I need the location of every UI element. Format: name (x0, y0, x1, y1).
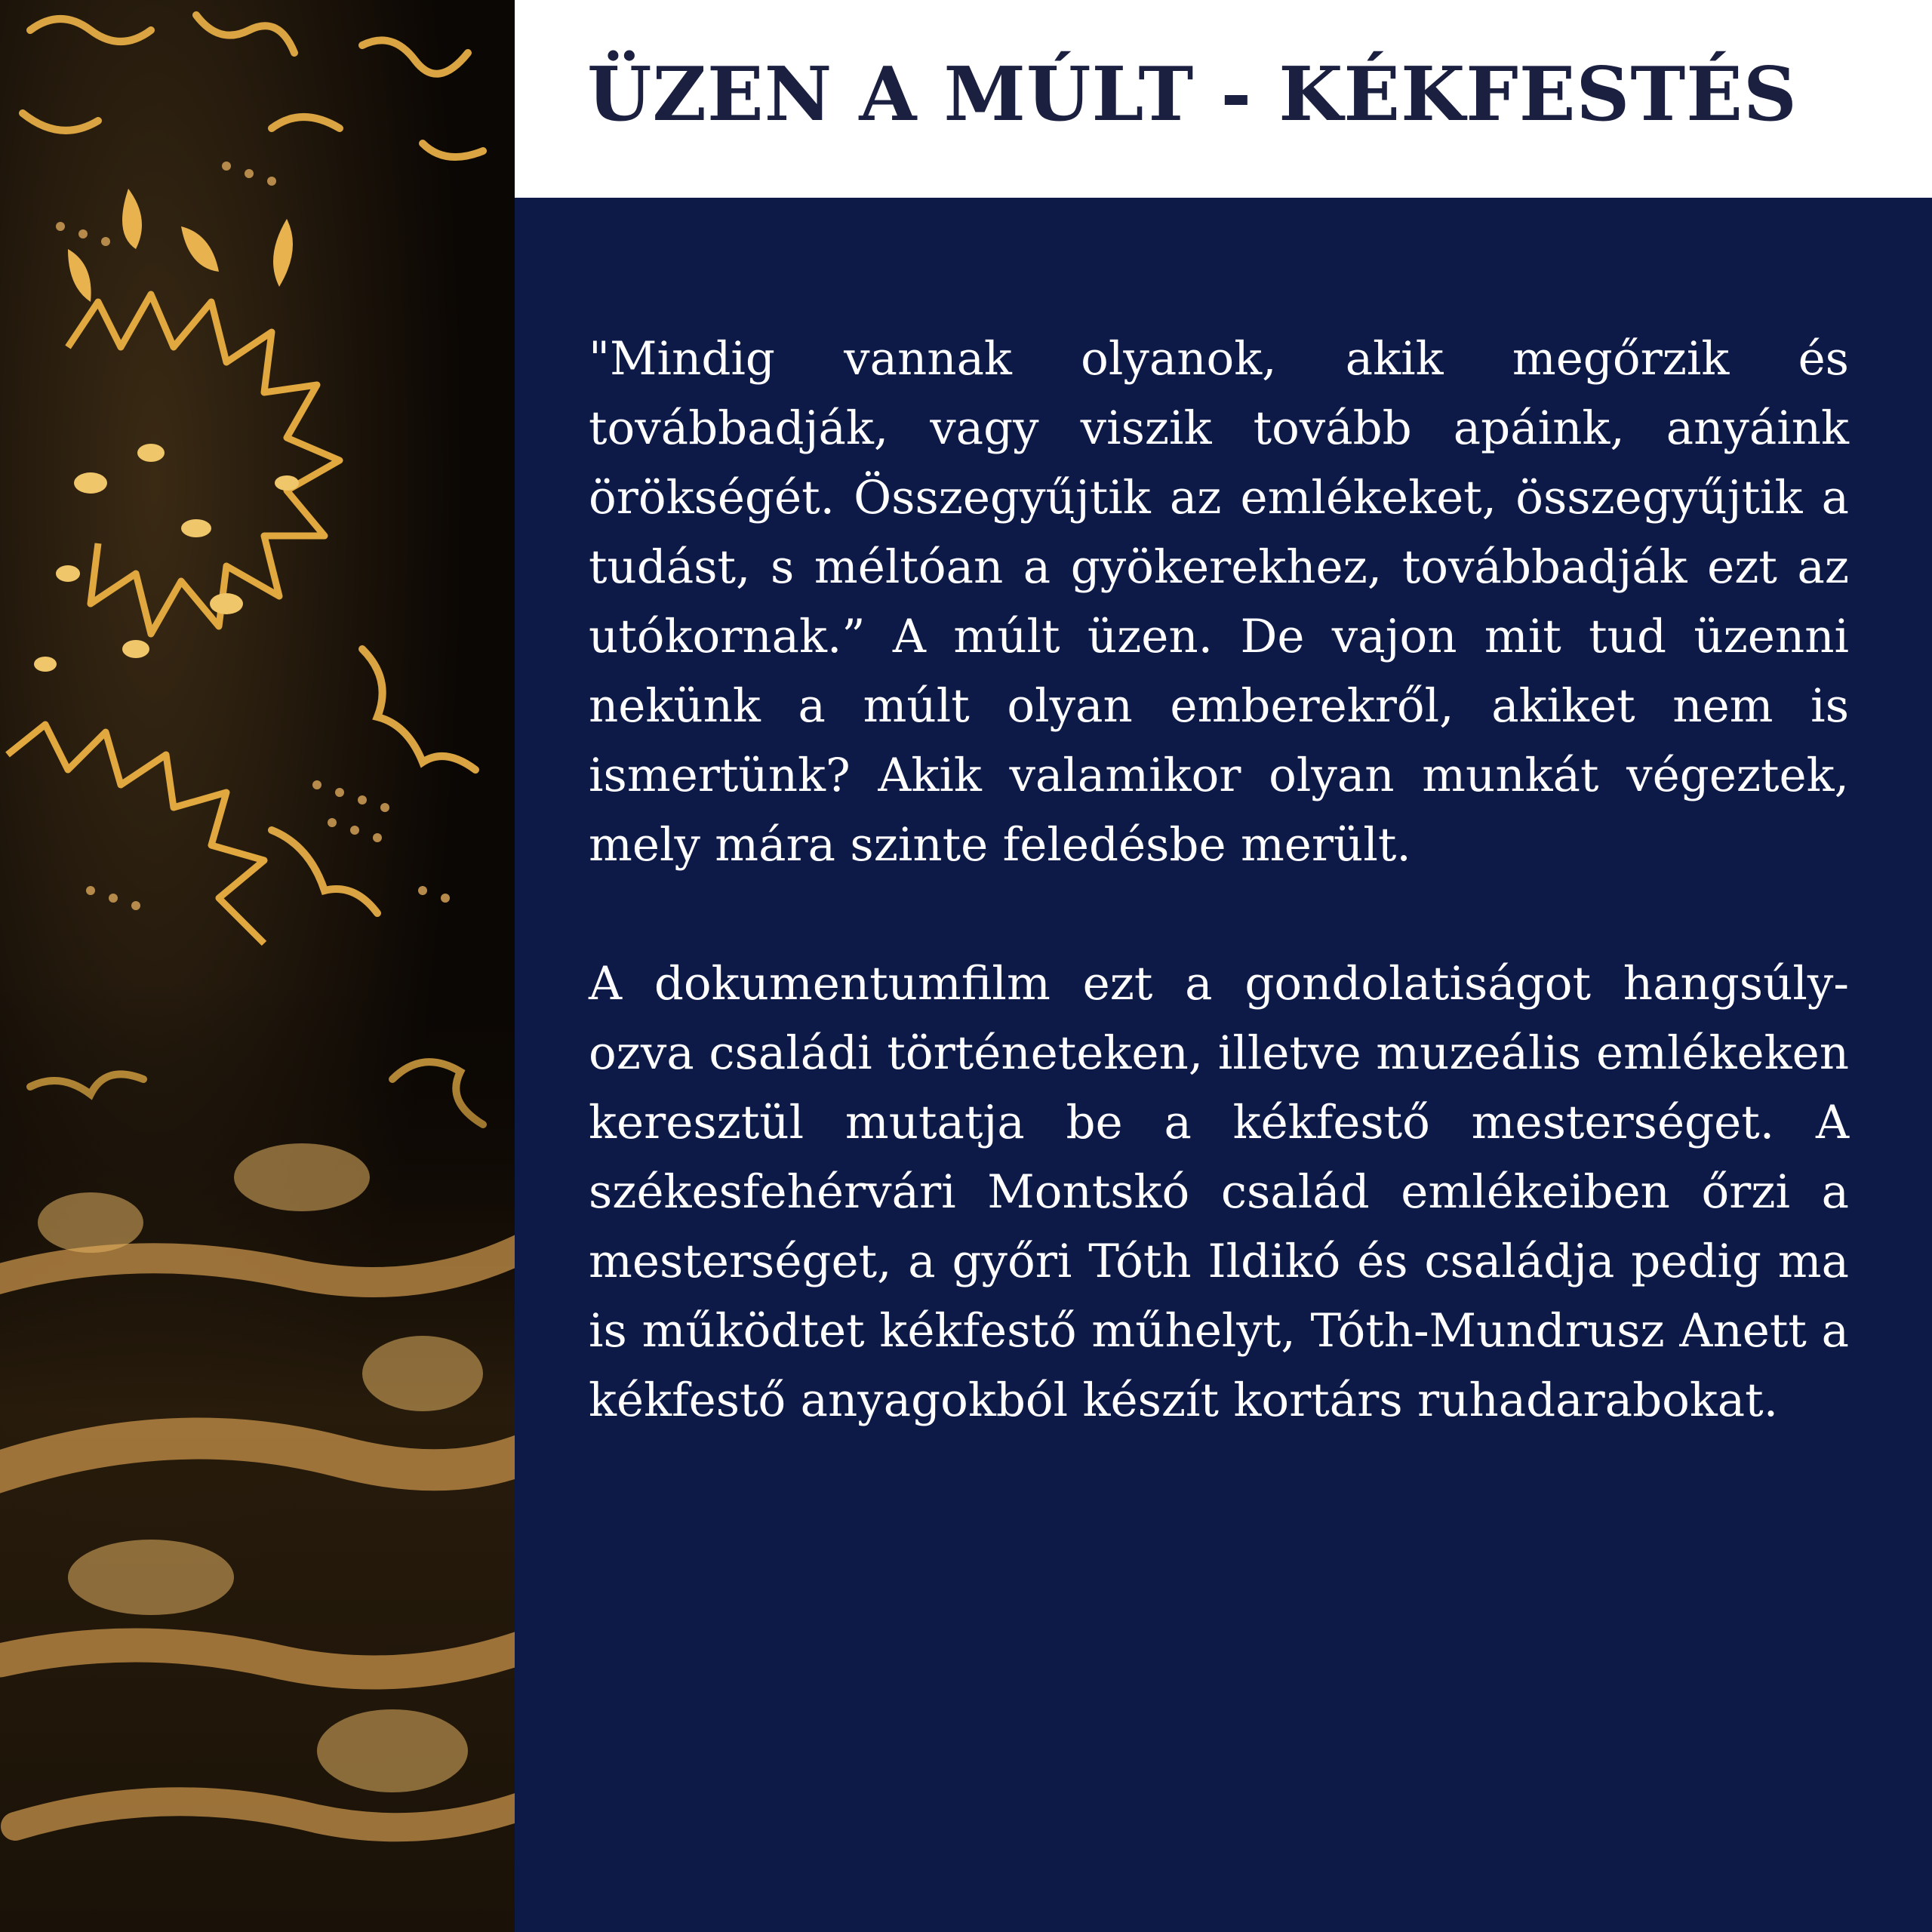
paragraph-documentary: A dokumentumfilm ezt a gondolatiságot hangsúlyozva családi történeteken, illetve muzeális emlékeken keresztül mutatja be a kékfestő mesterséget. A székesfehérvári Montskó család emlékeiben őrzi a mesterséget, a győri Tóth Ildikó és családja pedig ma is működtet kékfestő műhelyt, Tóth-Mundrusz Anett a kékfestő anyagokból készít kortárs ruhadarabokat. (589, 957, 1849, 1427)
page-title: ÜZEN A MÚLT - KÉKFESTÉS (587, 51, 1798, 138)
paragraph-intro: "Mindig vannak olyanok, akik megőrzik és továbbadják, vagy viszik tovább apáink, anyáink örökségét. Összegyűjtik az emlékeket, összegyűjtik a tudást, s méltóan a gyökerekhez, továbbadják ezt az utókornak.” A múlt üzen. De vajon mit tud üzenni nekünk a múlt olyan emberekről, akiket nem is ismertünk? Akik valamikor olyan munkát végeztek, mely mára szinte feledésbe merült. (589, 332, 1849, 872)
text-panel (515, 198, 1932, 1932)
blueprint-stamp-photo (0, 0, 515, 1932)
body-text (589, 325, 1849, 1505)
title-bar (515, 0, 1932, 198)
